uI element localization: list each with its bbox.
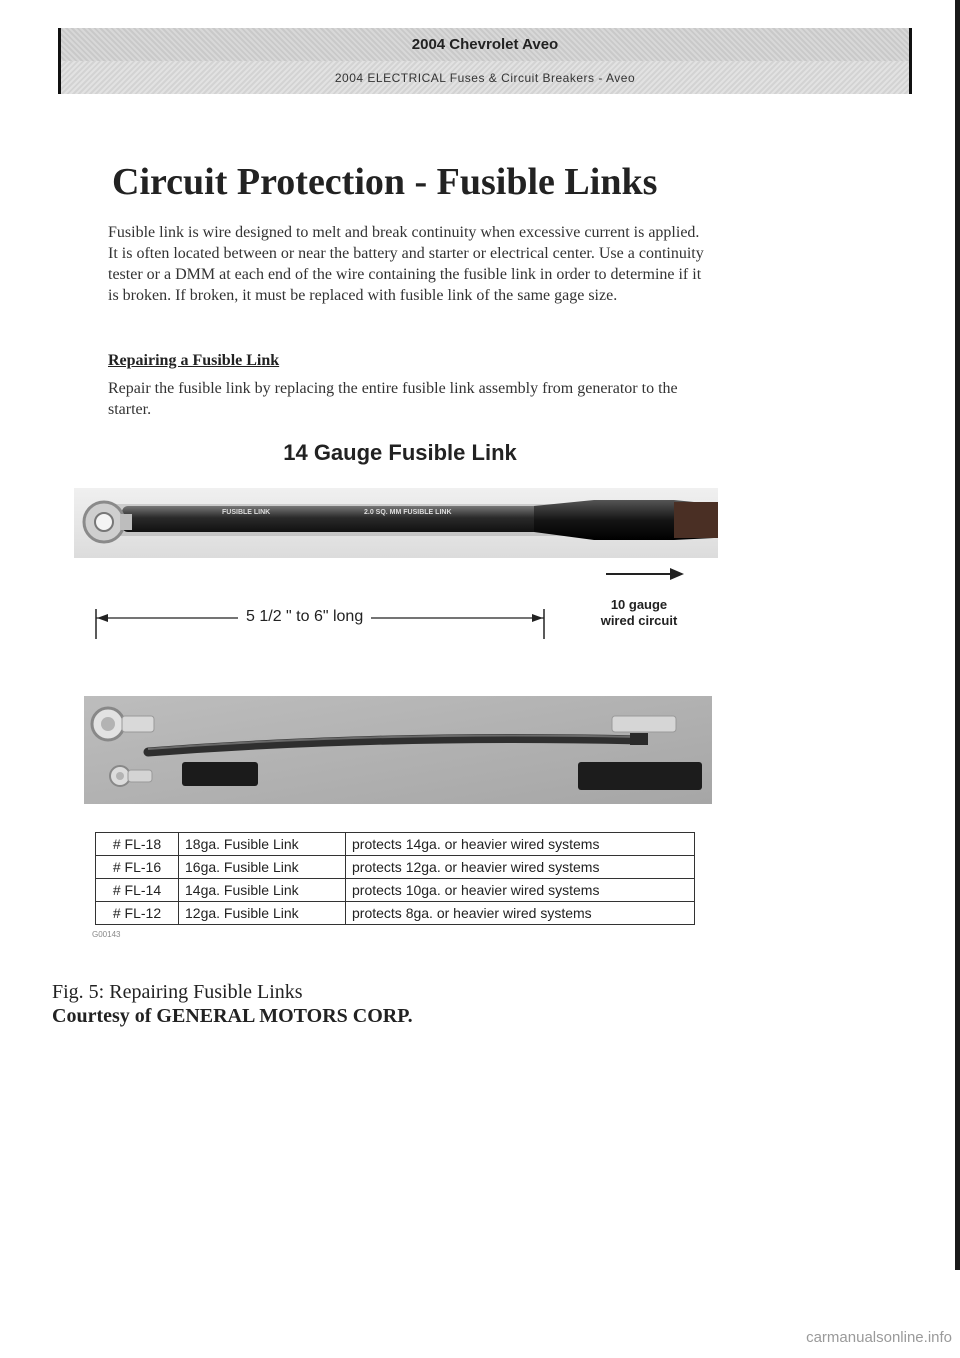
- table-row: [96, 879, 695, 902]
- scrollbar[interactable]: [955, 0, 960, 1270]
- slide-title: Circuit Protection - Fusible Links: [112, 161, 658, 203]
- table-row: [96, 833, 695, 856]
- caption-line-1: Fig. 5: Repairing Fusible Links: [52, 981, 303, 1003]
- arrow-right-icon: [606, 566, 686, 582]
- table-cell-part: # FL-18: [96, 833, 179, 856]
- gauge-note: 10 gauge wired circuit: [600, 597, 678, 628]
- table-cell-link: 14ga. Fusible Link: [179, 879, 346, 902]
- table-cell-protects: protects 12ga. or heavier wired systems: [346, 856, 695, 879]
- caption-line-2: Courtesy of GENERAL MOTORS CORP.: [52, 1005, 413, 1027]
- header-title-row: [61, 28, 909, 61]
- repair-paragraph: Repair the fusible link by replacing the entire fusible link assembly from generator to the starter.: [108, 380, 678, 418]
- table-cell-protects: protects 8ga. or heavier wired systems: [346, 902, 695, 925]
- header-subtitle-row: [61, 61, 909, 94]
- repair-subheading: Repairing a Fusible Link: [108, 352, 280, 369]
- table-row: [96, 902, 695, 925]
- intro-paragraph: Fusible link is wire designed to melt and break continuity when excessive current is applied. It is often located between or near the battery and starter or electrical center. Use a continuity tester or a DMM at each end of the wire containing the fusible link in order to determine if it is broken. If broken, it must be replaced with fusible link of the same gage size.: [108, 224, 704, 304]
- header-subtitle: 2004 ELECTRICAL Fuses & Circuit Breakers - Aveo: [334, 70, 636, 85]
- document-header: [58, 28, 912, 94]
- figure-code: G00143: [92, 930, 121, 939]
- table-cell-link: 16ga. Fusible Link: [179, 856, 346, 879]
- figure-caption: [52, 980, 413, 1028]
- fusible-link-spec-table: [95, 832, 695, 925]
- repair-parts-photo: [84, 696, 712, 804]
- table-cell-part: # FL-14: [96, 879, 179, 902]
- table-cell-protects: protects 14ga. or heavier wired systems: [346, 833, 695, 856]
- table-row: [96, 856, 695, 879]
- table-cell-part: # FL-12: [96, 902, 179, 925]
- table-cell-link: 18ga. Fusible Link: [179, 833, 346, 856]
- fusible-link-photo: [74, 488, 718, 558]
- site-watermark: carmanualsonline.info: [806, 1329, 952, 1346]
- figure-title: 14 Gauge Fusible Link: [283, 440, 517, 465]
- wire-print-1: FUSIBLE LINK: [222, 509, 271, 516]
- header-title: 2004 Chevrolet Aveo: [411, 36, 559, 53]
- table-cell-part: # FL-16: [96, 856, 179, 879]
- dimension-label: 5 1/2 " to 6" long: [238, 608, 371, 626]
- table-cell-protects: protects 10ga. or heavier wired systems: [346, 879, 695, 902]
- wire-print-2: 2.0 SQ. MM FUSIBLE LINK: [364, 509, 452, 516]
- table-cell-link: 12ga. Fusible Link: [179, 902, 346, 925]
